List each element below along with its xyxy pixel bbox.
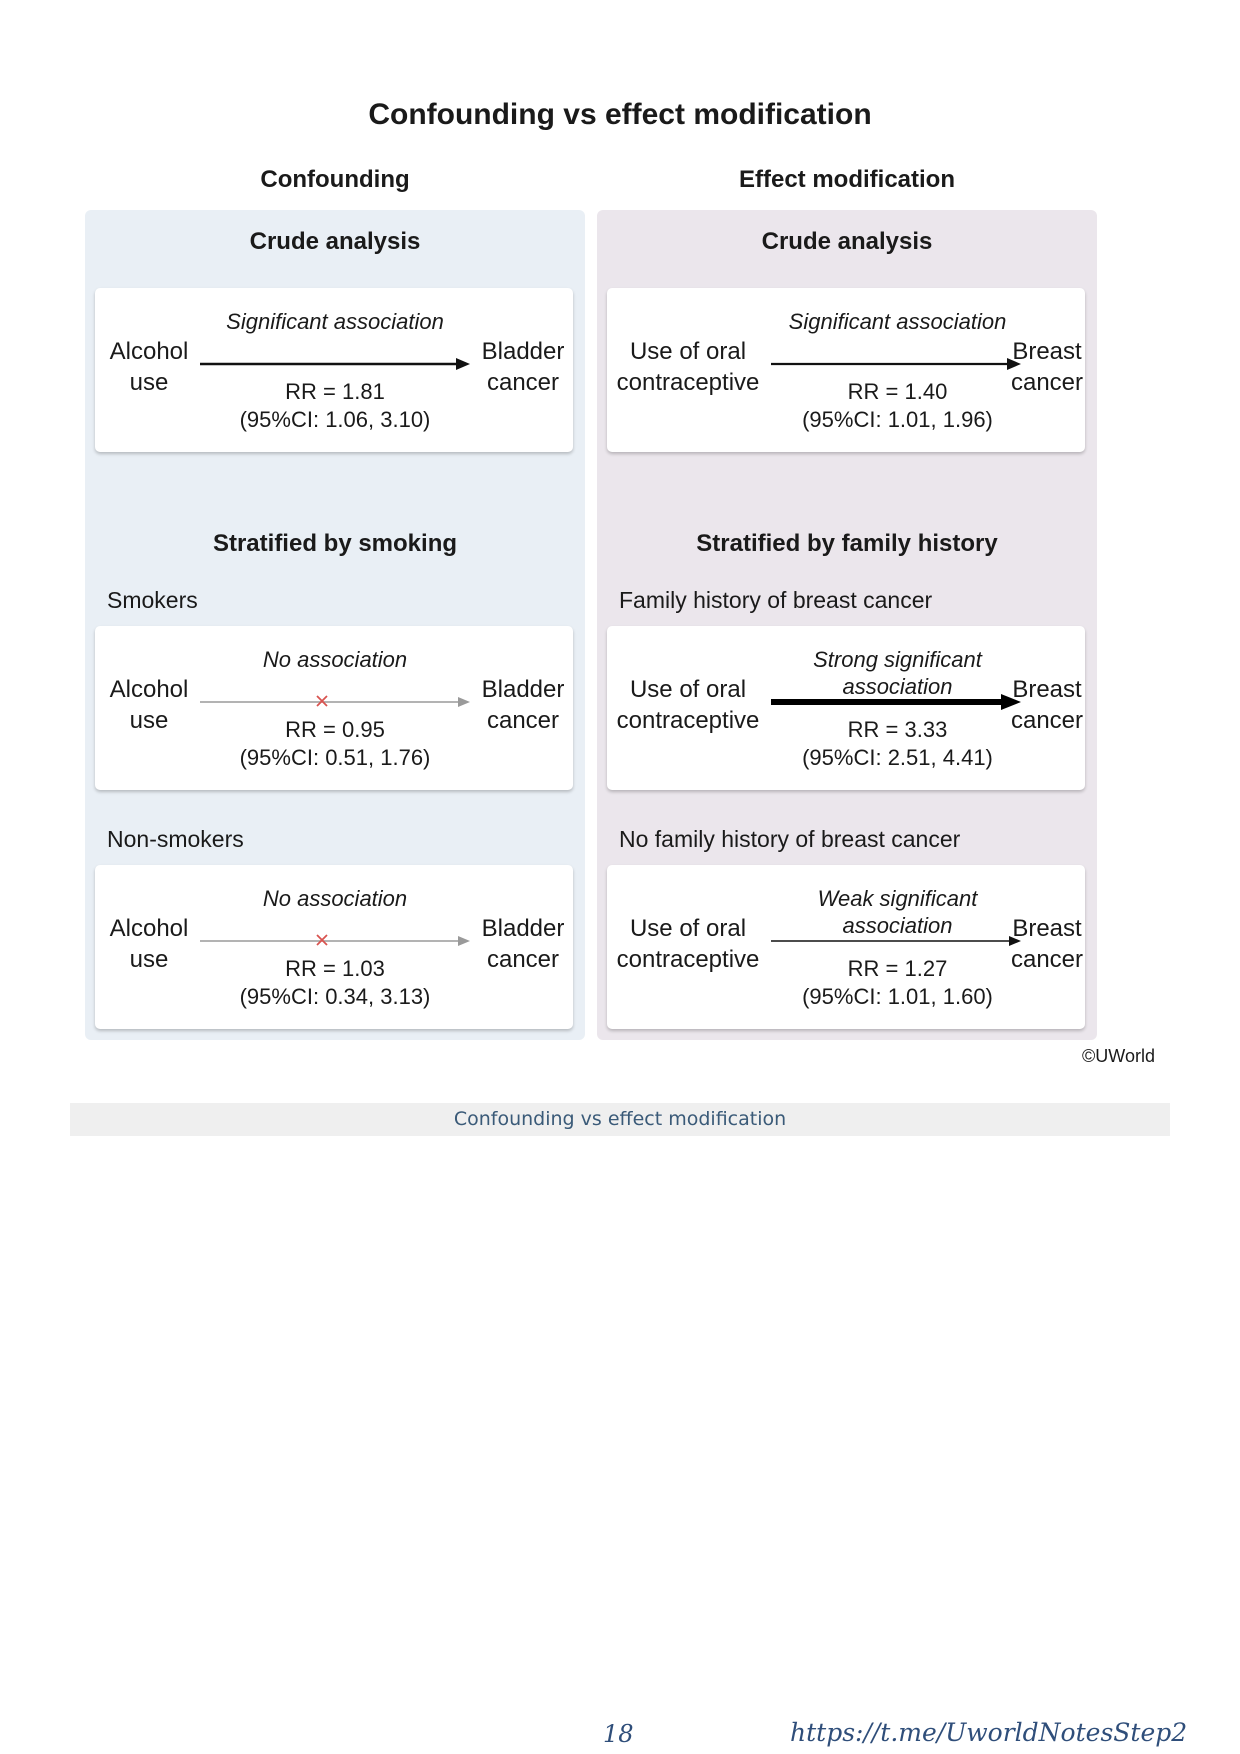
- rr-value: [200, 716, 470, 772]
- rr-text: RR = 1.81: [285, 379, 385, 404]
- stratified-heading: Stratified by smoking: [212, 530, 458, 557]
- outcome-label: Breast cancer: [1010, 676, 1084, 734]
- page-number: 18: [603, 1720, 634, 1748]
- ci-text: (95%CI: 0.51, 1.76): [239, 745, 431, 770]
- association-label: Weak significant association: [817, 886, 978, 938]
- stratum-box-smokers: [95, 626, 573, 790]
- significant-arrow: [200, 356, 470, 372]
- rr-text: RR = 1.27: [847, 956, 948, 981]
- effect-modification-heading: Effect modification: [738, 166, 955, 193]
- confounding-heading: Confounding: [260, 166, 410, 193]
- crude-analysis-heading: Crude analysis: [761, 228, 933, 255]
- strong-association-arrow: [771, 692, 1021, 712]
- ci-text: (95%CI: 2.51, 4.41): [802, 745, 993, 770]
- outcome-label: Breast cancer: [1010, 915, 1084, 973]
- exposure-label: Alcohol use: [109, 338, 189, 396]
- exposure-label: Alcohol use: [109, 676, 189, 734]
- footer-link[interactable]: https://t.me/UworldNotesStep2: [790, 1718, 1188, 1747]
- stratum-label: Non-smokers: [107, 826, 244, 852]
- rr-text: RR = 3.33: [847, 717, 948, 742]
- no-association-arrow: [200, 694, 470, 710]
- crude-association-box: [95, 288, 573, 452]
- association-label: No association: [262, 647, 408, 672]
- effect-modification-panel: [597, 210, 1097, 1040]
- rr-value: [200, 378, 470, 434]
- ci-text: (95%CI: 1.01, 1.96): [802, 407, 993, 432]
- outcome-label: Bladder cancer: [481, 338, 565, 396]
- outcome-label: Bladder cancer: [481, 676, 565, 734]
- stratum-label: Family history of breast cancer: [619, 587, 933, 613]
- figure-caption: Confounding vs effect modification: [70, 1103, 1170, 1136]
- rr-value: [200, 955, 470, 1011]
- exposure-label: Use of oral contraceptive: [616, 676, 760, 734]
- exposure-label: Use of oral contraceptive: [616, 338, 760, 396]
- association-label: No association: [262, 886, 408, 911]
- rr-text: RR = 1.03: [285, 956, 385, 981]
- rr-text: RR = 0.95: [285, 717, 385, 742]
- association-label: Significant association: [226, 309, 444, 334]
- no-association-arrow: [200, 933, 470, 949]
- exposure-label: Use of oral contraceptive: [616, 915, 760, 973]
- weak-association-arrow: [771, 933, 1021, 949]
- significant-arrow: [771, 356, 1021, 372]
- figure-title: Confounding vs effect modification: [368, 98, 872, 131]
- outcome-label: Bladder cancer: [481, 915, 565, 973]
- stratum-label: Smokers: [107, 587, 198, 613]
- stratum-box-no-family-history: [607, 865, 1085, 1029]
- ci-text: (95%CI: 1.06, 3.10): [239, 407, 431, 432]
- confounding-panel: [85, 210, 585, 1040]
- exposure-label: Alcohol use: [109, 915, 189, 973]
- stratum-box-non-smokers: [95, 865, 573, 1029]
- rr-text: RR = 1.40: [847, 379, 948, 404]
- outcome-label: Breast cancer: [1010, 338, 1084, 396]
- stratum-box-family-history: [607, 626, 1085, 790]
- rr-value: [765, 716, 1030, 772]
- rr-value: [765, 955, 1030, 1011]
- crude-association-box: [607, 288, 1085, 452]
- ci-text: (95%CI: 0.34, 3.13): [239, 984, 431, 1009]
- association-label: Strong significant association: [813, 647, 982, 699]
- stratum-label: No family history of breast cancer: [619, 826, 961, 852]
- copyright-notice: ©UWorld: [1082, 1046, 1155, 1066]
- stratified-heading: Stratified by family history: [696, 530, 998, 557]
- ci-text: (95%CI: 1.01, 1.60): [802, 984, 993, 1009]
- association-label: Significant association: [788, 309, 1007, 334]
- rr-value: [765, 378, 1030, 434]
- crude-analysis-heading: Crude analysis: [249, 228, 421, 255]
